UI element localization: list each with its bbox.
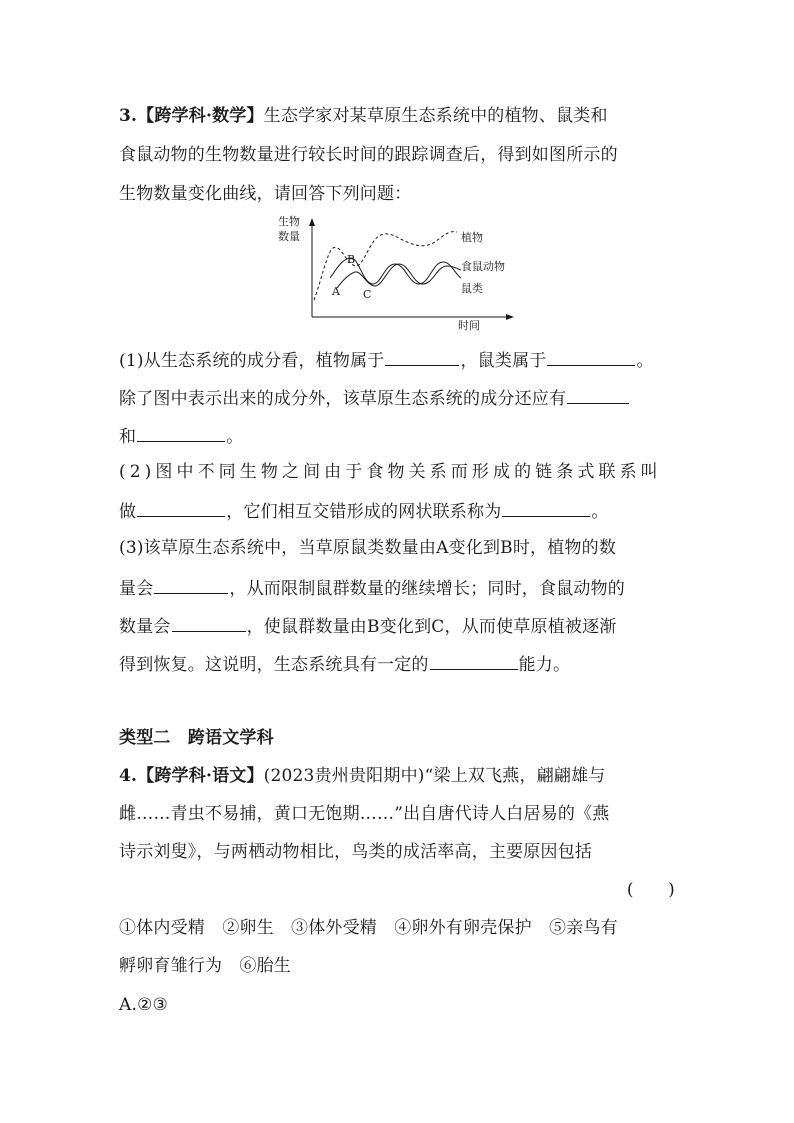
population-curve-figure — [275, 212, 525, 337]
q3-part1-text-c: 。 — [636, 351, 654, 371]
q3-line-3: 生物数量变化曲线，请回答下列问题： — [119, 184, 412, 204]
section-heading: 类型二 跨语文学科 — [119, 728, 274, 748]
x-axis-label: 时间 — [458, 319, 480, 332]
q4-options-line-1: ①体内受精 ②卵生 ③体外受精 ④卵外有卵壳保护 ⑤亲鸟有 — [119, 918, 618, 938]
q4-text-1: (2023贵州贵阳期中)“梁上双飞燕，翩翩雄与 — [263, 766, 606, 786]
q3-part3-text-f: 得到恢复。这说明，生态系统具有一定的 — [119, 655, 429, 675]
blank-other-component-2[interactable] — [137, 423, 225, 442]
q3-part3-line-3 — [119, 613, 675, 639]
plant-label: 植物 — [461, 231, 483, 244]
point-a-label: A — [332, 285, 340, 298]
q3-part3-text-d: 数量会 — [119, 617, 171, 637]
blank-other-component-1[interactable] — [567, 385, 629, 404]
q3-line-2: 食鼠动物的生物数量进行较长时间的跟踪调查后，得到如图所示的 — [119, 145, 618, 165]
q3-part2-line-2 — [119, 498, 675, 524]
q3-part2-text-c: ，它们相互交错形成的网状联系称为 — [226, 502, 502, 522]
q3-part3-text-e: ，使鼠群数量由B变化到C，从而使草原植被逐渐 — [246, 617, 617, 637]
q4-options-line-2: 孵卵育雏行为 ⑥胎生 — [119, 956, 291, 976]
blank-plant-change[interactable] — [154, 575, 228, 594]
q4-tag: 4.【跨学科·语文】 — [119, 766, 264, 786]
q3-part3-text-g: 能力。 — [518, 655, 571, 675]
blank-self-regulation[interactable] — [430, 651, 518, 670]
blank-food-chain[interactable] — [137, 498, 225, 517]
blank-predator-change[interactable] — [172, 613, 246, 632]
q3-part1-text-d: 除了图中表示出来的成分外，该草原生态系统的成分还应有 — [119, 389, 567, 409]
q3-part2-text-b: 做 — [119, 502, 137, 522]
predator-curve — [337, 264, 461, 288]
q3-part1-line-1 — [119, 347, 675, 373]
q3-part1-text-b: ，鼠类属于 — [460, 351, 547, 371]
answer-parentheses[interactable]: ( ) — [626, 880, 675, 900]
blank-food-web[interactable] — [502, 498, 590, 517]
q4-line-1 — [119, 764, 675, 788]
blank-plant-role[interactable] — [385, 347, 459, 366]
q3-part1-text-f: 。 — [226, 427, 244, 447]
q3-part1-line-2 — [119, 385, 675, 411]
q3-part1-line-3 — [119, 423, 675, 449]
q3-tag: 3.【跨学科·数学】 — [119, 106, 264, 126]
rodent-label: 鼠类 — [461, 282, 483, 295]
y-axis-label-1: 生物 — [278, 215, 300, 228]
blank-rodent-role[interactable] — [547, 347, 635, 366]
y-axis-label-2: 数量 — [278, 230, 300, 243]
q3-line-1 — [119, 104, 675, 128]
y-axis-arrow — [309, 218, 315, 226]
q3-part3-line-1: (3)该草原生态系统中，当草原鼠类数量由A变化到B时，植物的数 — [119, 538, 617, 558]
q3-part2-line-1: (2)图中不同生物之间由于食物关系而形成的链条式联系叫 — [119, 462, 662, 482]
predator-label: 食鼠动物 — [461, 260, 505, 273]
q4-line-2: 雌……青虫不易捕，黄口无饱期……”出自唐代诗人白居易的《燕 — [119, 804, 610, 824]
choice-a[interactable]: A.②③ — [119, 995, 168, 1015]
point-c-label: C — [363, 288, 372, 301]
q3-part2-text-d: 。 — [591, 502, 609, 522]
q3-text-1: 生态学家对某草原生态系统中的植物、鼠类和 — [263, 106, 608, 126]
q3-part1-text-e: 和 — [119, 427, 137, 447]
q4-line-3: 诗示刘叟》，与两栖动物相比，鸟类的成活率高，主要原因包括 — [119, 842, 593, 862]
q3-part3-line-2 — [119, 575, 675, 601]
point-b-label: B — [347, 253, 356, 266]
q3-part3-line-4 — [119, 651, 675, 677]
q3-part1-text-a: (1)从生态系统的成分看，植物属于 — [119, 351, 385, 371]
x-axis-arrow — [506, 314, 514, 320]
q3-part3-text-b: 量会 — [119, 579, 154, 599]
q3-part3-text-c: ，从而限制鼠群数量的继续增长；同时，食鼠动物的 — [229, 579, 626, 599]
